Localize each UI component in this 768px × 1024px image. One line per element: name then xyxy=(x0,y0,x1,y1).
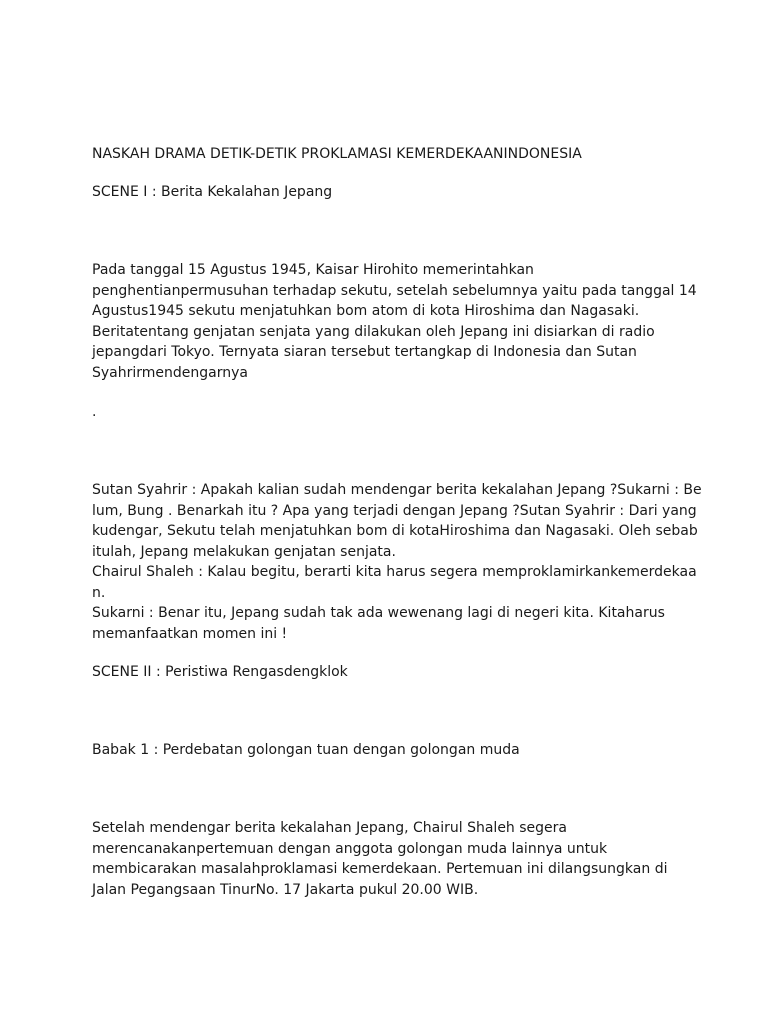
dialogue-line: Sutan Syahrir : Apakah kalian sudah mendengar berita kekalahan Jepang ?Sukarni : Be xyxy=(92,482,702,498)
dialogue-line: n. xyxy=(92,584,106,601)
paragraph-2-line: membicarakan masalahproklamasi kemerdekaan. Pertemuan ini dilangsungkan di xyxy=(92,861,668,877)
dialogue-block xyxy=(92,480,702,644)
dialogue-line: memanfaatkan momen ini ! xyxy=(92,625,288,642)
separator-dot: . xyxy=(92,404,97,420)
paragraph-1-line: jepangdari Tokyo. Ternyata siaran tersebut tertangkap di Indonesia dan Sutan xyxy=(92,344,637,360)
paragraph-1-line: Agustus1945 sekutu menjatuhkan bom atom di kota Hiroshima dan Nagasaki. xyxy=(92,303,640,319)
paragraph-2-line: Jalan Pegangsaan TinurNo. 17 Jakarta pukul 20.00 WIB. xyxy=(92,881,479,898)
dialogue-line: Sukarni : Benar itu, Jepang sudah tak ada wewenang lagi di negeri kita. Kitaharus xyxy=(92,605,665,621)
paragraph-1-line: Syahrirmendengarnya xyxy=(92,364,248,381)
paragraph-2-line: Setelah mendengar berita kekalahan Jepang, Chairul Shaleh segera xyxy=(92,820,567,836)
paragraph-1 xyxy=(92,260,697,383)
document-title: NASKAH DRAMA DETIK-DETIK PROKLAMASI KEMERDEKAANINDONESIA xyxy=(92,146,582,162)
dialogue-line: lum, Bung . Benarkah itu ? Apa yang terjadi dengan Jepang ?Sutan Syahrir : Dari yang xyxy=(92,502,697,519)
dialogue-line: kudengar, Sekutu telah menjatuhkan bom di kotaHiroshima dan Nagasaki. Oleh sebab xyxy=(92,523,698,539)
paragraph-1-line: Pada tanggal 15 Agustus 1945, Kaisar Hirohito memerintahkan xyxy=(92,262,534,278)
dialogue-line: Chairul Shaleh : Kalau begitu, berarti kita harus segera memproklamirkankemerdekaa xyxy=(92,564,697,580)
scene1-heading: SCENE I : Berita Kekalahan Jepang xyxy=(92,184,333,200)
scene2-heading: SCENE II : Peristiwa Rengasdengklok xyxy=(92,664,348,680)
paragraph-1-line: penghentianpermusuhan terhadap sekutu, setelah sebelumnya yaitu pada tanggal 14 xyxy=(92,282,697,299)
paragraph-2 xyxy=(92,818,667,900)
paragraph-2-line: merencanakanpertemuan dengan anggota golongan muda lainnya untuk xyxy=(92,840,608,857)
babak1-heading: Babak 1 : Perdebatan golongan tuan dengan golongan muda xyxy=(92,742,520,758)
dialogue-line: itulah, Jepang melakukan genjatan senjata. xyxy=(92,543,396,560)
paragraph-1-line: Beritatentang genjatan senjata yang dilakukan oleh Jepang ini disiarkan di radio xyxy=(92,323,655,340)
